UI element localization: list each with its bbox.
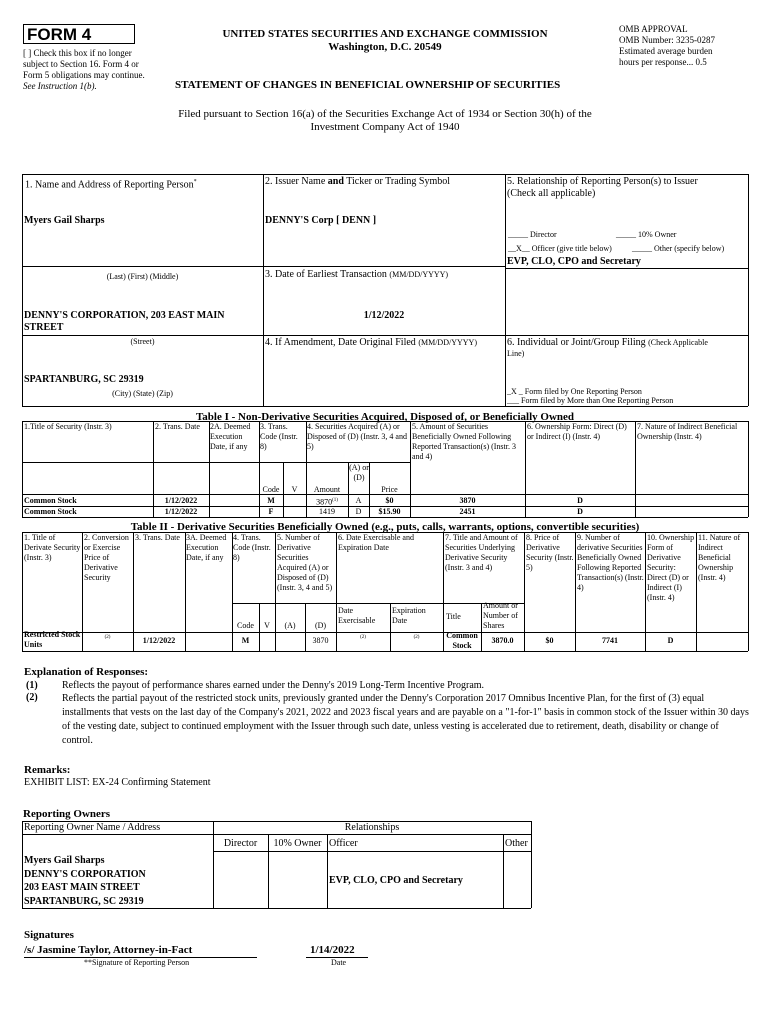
box2-divider	[263, 266, 505, 267]
t2-sub-expiration: Expiration Date	[392, 606, 426, 625]
grid-col-3	[505, 174, 506, 406]
t2-h3a: 3A. Deemed Execution Date, if any	[186, 533, 227, 562]
t2-h9: 9. Number of derivative Securities Beneficially Owned Following Reported Transaction(s) (Instr. 4)	[577, 533, 644, 592]
t1-row2-amount: 1419	[319, 507, 335, 516]
director-check[interactable]: _____ Director	[508, 230, 557, 239]
remarks-title: Remarks:	[24, 764, 71, 776]
filed-pursuant-1: Filed pursuant to Section 16(a) of the Securities Exchange Act of 1934 or Section 30(h) of the	[178, 108, 592, 120]
t1-row2-code: F	[268, 507, 274, 516]
ro-v3	[327, 834, 328, 908]
t2-row-owned: 7741	[602, 636, 618, 645]
owners-title: Reporting Owners	[23, 808, 111, 820]
omb-number: OMB Number: 3235-0287	[619, 35, 715, 45]
t1-row1-date: 1/12/2022	[164, 496, 198, 505]
box2-label-a: 2. Issuer Name	[265, 176, 326, 187]
signer-caption: **Signature of Reporting Person	[84, 958, 190, 967]
ro-owner-line-3: 203 EAST MAIN STREET	[24, 882, 140, 893]
t2-h11: 11. Nature of Indirect Beneficial Ownership (Instr. 4)	[698, 533, 741, 582]
t2-sub-title: Title	[446, 612, 461, 621]
t2-h7: 7. Title and Amount of Securities Underlying Derivative Security (Instr. 3 and 4)	[445, 533, 518, 572]
t2-v0	[22, 532, 23, 651]
ro-col-director: Director	[223, 838, 258, 849]
t1-row1-form: D	[577, 496, 583, 505]
t2-h3: 3. Trans. Date	[135, 533, 180, 542]
agency-location: Washington, D.C. 20549	[328, 41, 442, 53]
signer-name: /s/ Jasmine Taylor, Attorney-in-Fact	[24, 944, 193, 956]
t1-row1-amount	[306, 496, 348, 508]
omb-hours: hours per response... 0.5	[619, 57, 707, 67]
grid-col-2	[263, 174, 264, 406]
box2-label-b: Ticker or Trading Symbol	[346, 176, 451, 187]
signatures-title: Signatures	[24, 929, 74, 941]
box6-label	[507, 337, 745, 359]
ro-v1	[213, 821, 214, 908]
t1-row1-amount-value: 3870	[316, 497, 333, 507]
t2-row-price: $0	[545, 636, 554, 645]
form-title: FORM 4	[27, 25, 92, 44]
box1-label-mark: *	[193, 179, 197, 185]
t1-bottom	[22, 517, 748, 518]
box4-label-text: 4. If Amendment, Date Original Filed	[265, 337, 416, 348]
ro-owner-line-1: Myers Gail Sharps	[24, 855, 105, 866]
t2-sub-line-a	[232, 603, 336, 604]
t2-row-exercisable: (2)	[360, 635, 366, 640]
form-title-box	[23, 24, 135, 44]
t1-sub-aord: (A) or (D)	[349, 463, 369, 482]
box3-divider	[263, 335, 748, 336]
t1-row2-aord: D	[355, 507, 362, 516]
t1-sub-amount: Amount	[313, 485, 341, 494]
t2-sub-d: (D)	[314, 621, 327, 630]
t2-sub-a: (A)	[284, 621, 296, 630]
filed-pursuant-2: Investment Company Act of 1940	[310, 121, 460, 133]
t1-h6: 6. Ownership Form: Direct (D) or Indirect (I) (Instr. 4)	[527, 422, 627, 441]
ro-line-1	[22, 834, 531, 835]
box2-label	[265, 176, 450, 188]
t2-sub-v: V	[264, 621, 270, 630]
t1-h2a: 2A. Deemed Execution Date, if any	[210, 422, 251, 451]
box4-label-small: (MM/DD/YYYY)	[418, 338, 477, 347]
agency-name: UNITED STATES SECURITIES AND EXCHANGE COMMISSION	[222, 28, 548, 40]
t1-h5: 5. Amount of Securities Beneficially Owned Following Reported Transaction(s) (Instr. 3 and 4)	[412, 422, 516, 461]
t2-h4: 4. Trans. Code (Instr. 8)	[233, 533, 271, 562]
box4-label	[265, 337, 477, 349]
check-box-text: [ ] Check this box if no longer subject to Section 16. Form 4 or Form 5 obligations may continue.	[23, 48, 145, 80]
box3-label-text: 3. Date of Earliest Transaction	[265, 269, 387, 280]
t2-v9	[575, 532, 576, 651]
explanation-text-1: Reflects the payout of performance shares earned under the Denny's 2019 Long-Term Incentive Program.	[62, 680, 485, 691]
earliest-transaction-date: 1/12/2022	[363, 310, 405, 321]
t2-v11	[696, 532, 697, 651]
other-check[interactable]: _____ Other (specify below)	[632, 244, 725, 253]
t2-h6: 6. Date Exercisable and Expiration Date	[338, 533, 414, 552]
t1-v7	[635, 421, 636, 517]
t1-row2-date: 1/12/2022	[164, 507, 198, 516]
box6-label-small: (Check Applicable	[648, 338, 708, 347]
ro-owner-line-4: SPARTANBURG, SC 29319	[24, 895, 144, 907]
omb-approval: OMB APPROVAL	[619, 24, 688, 34]
table1-title: Table I - Non-Derivative Securities Acquired, Disposed of, or Beneficially Owned	[195, 411, 575, 423]
t2-h1: 1. Title of Derivate Security (Instr. 3)	[24, 533, 81, 562]
ro-col-relationships: Relationships	[344, 822, 400, 833]
t2-sub-code: Code	[237, 621, 254, 630]
t1-row1-aord: A	[355, 496, 362, 505]
box3-label-small: (MM/DD/YYYY)	[389, 270, 449, 279]
box1-label-text: 1. Name and Address of Reporting Person	[25, 179, 194, 191]
t1-row2-form: D	[577, 507, 583, 516]
ro-bottom	[22, 908, 531, 909]
t2-row-date: 1/12/2022	[142, 636, 176, 645]
t1-h3: 3. Trans. Code (Instr. 8)	[260, 422, 298, 451]
t2-sub-exercisable: Date Exercisable	[338, 606, 376, 625]
see-instruction: See Instruction 1(b).	[23, 81, 97, 91]
top-grid-line	[22, 174, 748, 175]
date-caption: Date	[331, 958, 347, 967]
box1-divider-2	[22, 335, 263, 336]
t2-header-bottom	[22, 632, 748, 633]
city-value: SPARTANBURG, SC 29319	[24, 374, 144, 385]
top-grid-bottom	[22, 406, 748, 407]
t1-row1-code: M	[267, 496, 275, 505]
signature-date: 1/14/2022	[310, 944, 355, 956]
t2-row-under-shares: 3870.0	[491, 636, 514, 645]
ro-owner-address	[24, 854, 146, 908]
officer-check[interactable]: __X__ Officer (give title below)	[508, 244, 612, 253]
t1-row1-footnote: (1)	[332, 498, 338, 503]
explanation-title: Explanation of Responses:	[24, 666, 149, 678]
t2-row-under-title: Common Stock	[446, 631, 478, 650]
statement-title: STATEMENT OF CHANGES IN BENEFICIAL OWNERSHIP OF SECURITIES	[175, 79, 561, 91]
t2-row-form: D	[667, 636, 674, 645]
t1-v0	[22, 421, 23, 517]
t2-sub-shares: Amount or Number of Shares	[483, 601, 518, 630]
ro-col-officer: Officer	[329, 838, 358, 849]
t2-v6b	[390, 603, 391, 651]
t1-row1-owned: 3870	[459, 496, 476, 505]
street-value: DENNY'S CORPORATION, 203 EAST MAIN STREET	[24, 310, 225, 333]
explanation-text-2: Reflects the partial payout of the restricted stock units, previously granted under the Denny's Corporation 2017 Omnibus Incentive Plan, for the first of (3) equal installments that vests on the last day of the Company's 2021, 2022 and 2023 fiscal years and are payable on a "1-for-1" basis in common stock of the Issuer within 30 days of the vesting date, subject to continued employment with the Issuer through such date, unless vesting is accelerated due to retirement, death, disability or change of control.	[62, 693, 749, 746]
box5-divider	[505, 268, 748, 269]
box5-label	[507, 176, 747, 200]
grid-right	[748, 174, 749, 406]
one-person-check[interactable]: _X _ Form filed by One Reporting Person	[507, 387, 642, 396]
ro-owner-line-2: DENNY'S CORPORATION	[24, 868, 146, 880]
t1-row1-title: Common Stock	[24, 496, 77, 505]
street-hint: (Street)	[130, 337, 155, 346]
t1-row2-owned: 2451	[459, 507, 476, 516]
t2-h5: 5. Number of Derivative Securities Acquired (A) or Disposed of (D) (Instr. 3, 4 and 5)	[277, 533, 333, 592]
ro-col-ten: 10% Owner	[273, 838, 322, 849]
box5-label-2: (Check all applicable)	[507, 188, 596, 199]
officer-title: EVP, CLO, CPO and Secretary	[507, 256, 641, 267]
name-hint: (Last) (First) (Middle)	[106, 272, 179, 281]
t1-sub-price: Price	[381, 485, 398, 494]
grid-left	[22, 174, 23, 406]
t2-h2: 2. Conversion or Exercise Price of Derivative Security	[84, 533, 129, 582]
check-box-notice	[23, 48, 151, 92]
t1-row1-price: $0	[385, 496, 394, 505]
reporting-person-name: Myers Gail Sharps	[24, 215, 105, 226]
t2-v5	[275, 532, 276, 651]
t1-v8	[748, 421, 749, 517]
issuer-name: DENNY'S Corp [ DENN ]	[265, 215, 377, 226]
explanation-num-1: (1)	[26, 680, 38, 691]
omb-burden: Estimated average burden	[619, 46, 713, 56]
box1-label	[25, 176, 197, 191]
box6-label-text: 6. Individual or Joint/Group Filing	[507, 337, 646, 348]
ro-col-other: Other	[505, 838, 528, 849]
ro-col-name: Reporting Owner Name / Address	[24, 822, 161, 833]
box2-label-and: and	[327, 176, 344, 187]
remarks-text: EXHIBIT LIST: EX-24 Confirming Statement	[24, 777, 211, 788]
t2-bottom	[22, 651, 748, 652]
t2-row-expiration: (2)	[413, 635, 420, 640]
explanation-num-2: (2)	[26, 692, 38, 703]
box6-label-small-2: Line)	[507, 349, 525, 358]
box1-divider-1	[22, 266, 263, 267]
box3-label	[265, 269, 448, 281]
t2-v12	[748, 532, 749, 651]
t1-row2-title: Common Stock	[24, 507, 77, 516]
ten-pct-check[interactable]: _____ 10% Owner	[616, 230, 677, 239]
t2-row-code: M	[241, 636, 250, 645]
t2-h8: 8. Price of Derivative Security (Instr. 5)	[526, 533, 574, 572]
ro-v5	[531, 821, 532, 908]
t1-sub-code: Code	[262, 485, 280, 494]
t1-sub-v: V	[291, 485, 298, 494]
table2-title: Table II - Derivative Securities Beneficially Owned (e.g., puts, calls, warrants, options, convertible securities)	[130, 521, 640, 533]
t2-v10	[645, 532, 646, 651]
t2-row-title: Restricted Stock Units	[24, 630, 81, 649]
ro-line-2	[213, 851, 531, 852]
ro-v0	[22, 821, 23, 908]
t1-h4: 4. Securities Acquired (A) or Disposed of (D) (Instr. 3, 4 and 5)	[307, 422, 407, 451]
t2-v8	[524, 532, 525, 651]
ro-officer-value: EVP, CLO, CPO and Secretary	[329, 875, 463, 886]
t2-row-d: 3870	[312, 636, 329, 645]
t1-h2: 2. Trans. Date	[155, 422, 200, 431]
t1-h1: 1.Title of Security (Instr. 3)	[24, 422, 112, 431]
t2-v2	[133, 532, 134, 651]
t1-h7: 7. Nature of Indirect Beneficial Ownership (Instr. 4)	[637, 422, 738, 441]
t2-h10: 10. Ownership Form of Derivative Security: Direct (D) or Indirect (I) (Instr. 4)	[647, 533, 695, 602]
ro-v4	[503, 834, 504, 908]
t1-row2-price: $15.90	[378, 507, 401, 516]
t2-row-conversion: (2)	[104, 635, 111, 640]
more-person-check[interactable]: ___ Form filed by More than One Reporting Person	[507, 396, 674, 405]
omb-box	[619, 24, 749, 68]
box5-label-1: 5. Relationship of Reporting Person(s) to Issuer	[507, 176, 698, 187]
city-hint: (City) (State) (Zip)	[112, 389, 173, 398]
